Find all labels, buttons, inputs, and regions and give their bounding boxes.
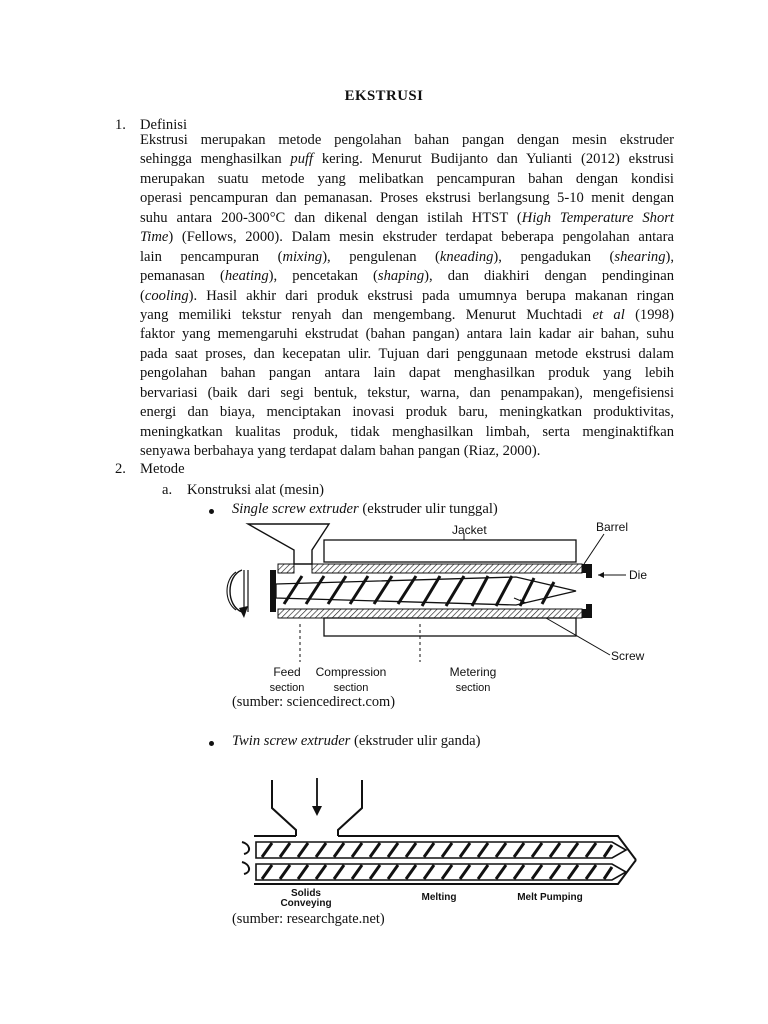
paragraph-text: (1998)	[624, 306, 674, 323]
section-1-number: 1.	[115, 117, 126, 133]
metering-label-line2: section	[455, 682, 491, 694]
compression-label-line2: section	[333, 682, 369, 694]
die-top	[582, 564, 592, 578]
drive-curl-bottom-icon	[242, 862, 249, 874]
paragraph-text: ), dan diakhiri dengan pendinginan	[424, 268, 674, 285]
metering-label-line1: Metering	[449, 665, 497, 679]
paragraph-text: kneading	[439, 248, 494, 265]
paragraph-text: meningkatkan kualitas produk, tidak menghasilkan limbah, serta menginaktifkan	[140, 423, 674, 440]
hopper-left-wall	[272, 780, 296, 836]
solids-label-line2: Conveying	[280, 898, 332, 908]
subsection-a-heading: Konstruksi alat (mesin)	[187, 482, 324, 498]
feed-label-line1: Feed	[273, 665, 301, 679]
paragraph-text: ),	[665, 248, 674, 265]
paragraph-text: pemanasan (	[140, 268, 225, 285]
twin-screw-title	[232, 733, 480, 750]
paragraph-text: bervariasi (baik dari segi bentuk, tekstur, warna, dan penampakan), mengefisiensi	[140, 384, 674, 401]
barrel-wall-bottom	[278, 609, 582, 618]
paragraph-text: ), pencetakan (	[268, 268, 378, 285]
paragraph-line	[140, 442, 674, 461]
paragraph-text: merupakan suatu metode yang melibatkan pencampuran bahan dengan kondisi	[140, 170, 674, 187]
die-bottom	[582, 604, 592, 618]
paragraph-text: shearing	[614, 248, 666, 265]
paragraph-text: High Temperature Short	[521, 209, 674, 226]
bullet-icon	[209, 741, 214, 746]
screw-label: Screw	[611, 649, 645, 663]
single-screw-extruder-diagram	[226, 520, 656, 696]
subsection-a-letter: a.	[162, 482, 173, 498]
paragraph-text: operasi pencampuran dan pemanasan. Proses ekstrusi berlangsung 5-10 menit dengan	[140, 190, 674, 207]
paragraph-line	[140, 248, 674, 267]
paragraph-line	[140, 403, 674, 422]
paragraph-line	[140, 325, 674, 344]
definition-paragraph	[140, 131, 674, 461]
paragraph-line	[140, 287, 674, 306]
twin-screw-flights	[262, 843, 612, 879]
barrel-wall-top	[312, 564, 582, 573]
section-2-number: 2.	[115, 461, 126, 477]
paragraph-text: lain pencampuran (	[140, 248, 283, 265]
single-screw-source: (sumber: sciencedirect.com)	[232, 694, 396, 710]
paragraph-text: pengolahan bahan pangan antara lain dapat menghasilkan produk yang lebih	[140, 365, 674, 382]
paragraph-text: faktor yang memengaruhi ekstrudat (bahan pangan) antara lain kadar air bahan, suhu	[140, 326, 674, 343]
paragraph-text: pada saat proses, dan kecepatan ulir. Tujuan dari penggunaan metode ekstrusi dalam	[140, 345, 674, 362]
paragraph-text: kering. Menurut Budijanto dan Yulianti (2012) ekstrusi	[313, 151, 674, 168]
compression-label-line1: Compression	[315, 665, 387, 679]
drive-curl-top-icon	[242, 842, 249, 854]
page-title: EKSTRUSI	[344, 88, 424, 104]
hopper-right-wall	[338, 780, 362, 836]
paragraph-line	[140, 364, 674, 383]
barrel-leader	[584, 534, 604, 564]
feed-label-line2: section	[269, 682, 305, 694]
paragraph-text: sehingga menghasilkan	[140, 151, 291, 168]
single-screw-title-italic: Single screw extruder	[232, 501, 359, 517]
paragraph-text: yang memiliki tekstur renyah dan mengembang. Menurut Muchtadi	[140, 306, 593, 323]
paragraph-text: Ekstrusi merupakan metode pengolahan bahan pangan dengan mesin ekstruder	[140, 132, 674, 148]
single-screw-title-rest: (ekstruder ulir tunggal)	[358, 501, 498, 517]
paragraph-text: puff	[290, 151, 314, 168]
melt-pumping-label: Melt Pumping	[517, 892, 583, 903]
paragraph-line	[140, 228, 674, 247]
section-1-heading: Definisi	[140, 117, 188, 133]
paragraph-text: ), pengulenan (	[322, 248, 440, 265]
paragraph-text: suhu antara 200-300°C dan dikenal dengan istilah HTST (	[140, 209, 522, 226]
twin-screw-extruder-diagram	[228, 772, 648, 908]
paragraph-text: mixing	[282, 248, 323, 265]
single-screw-title	[232, 501, 498, 518]
paragraph-line	[140, 150, 674, 169]
barrel-wall-top-left	[278, 564, 294, 573]
paragraph-line	[140, 131, 674, 150]
die-label: Die	[629, 568, 648, 582]
paragraph-text: et al	[592, 306, 625, 323]
jacket-label: Jacket	[452, 523, 487, 537]
drive-plate	[270, 570, 276, 612]
paragraph-line	[140, 345, 674, 364]
screw-flights	[284, 576, 554, 606]
melting-label: Melting	[421, 892, 457, 903]
paragraph-text: ) (Fellows, 2000). Dalam mesin ekstruder terdapat beberapa pengolahan antara	[168, 229, 674, 246]
paragraph-text: senyawa berbahaya yang terdapat dalam bahan pangan (Riaz, 2000).	[140, 443, 541, 459]
paragraph-line	[140, 384, 674, 403]
paragraph-line	[140, 170, 674, 189]
jacket-bottom	[324, 618, 576, 636]
twin-screw-title-rest: (ekstruder ulir ganda)	[350, 733, 481, 749]
solids-label-line1: Solids	[290, 888, 322, 899]
feed-hopper	[248, 524, 329, 564]
paragraph-text: (	[140, 287, 145, 304]
bullet-icon	[209, 509, 214, 514]
barrel-label: Barrel	[596, 520, 629, 534]
paragraph-text: cooling	[144, 287, 189, 304]
paragraph-text: Time	[140, 229, 169, 246]
paragraph-text: shaping	[377, 268, 425, 285]
paragraph-line	[140, 267, 674, 286]
paragraph-text: energi dan biaya, menciptakan inovasi produk baru, meningkatkan produktivitas,	[140, 404, 674, 421]
paragraph-line	[140, 423, 674, 442]
paragraph-text: ). Hasil akhir dari produk ekstrusi pada umumnya berupa makanan ringan	[188, 287, 674, 304]
paragraph-text: ), pengadukan (	[493, 248, 615, 265]
paragraph-line	[140, 306, 674, 325]
paragraph-text: heating	[224, 268, 269, 285]
twin-screw-source: (sumber: researchgate.net)	[232, 911, 385, 927]
paragraph-line	[140, 189, 674, 208]
twin-screw-title-italic: Twin screw extruder	[232, 733, 351, 749]
paragraph-line	[140, 209, 674, 228]
section-2-heading: Metode	[140, 461, 185, 477]
jacket-top	[324, 540, 576, 562]
